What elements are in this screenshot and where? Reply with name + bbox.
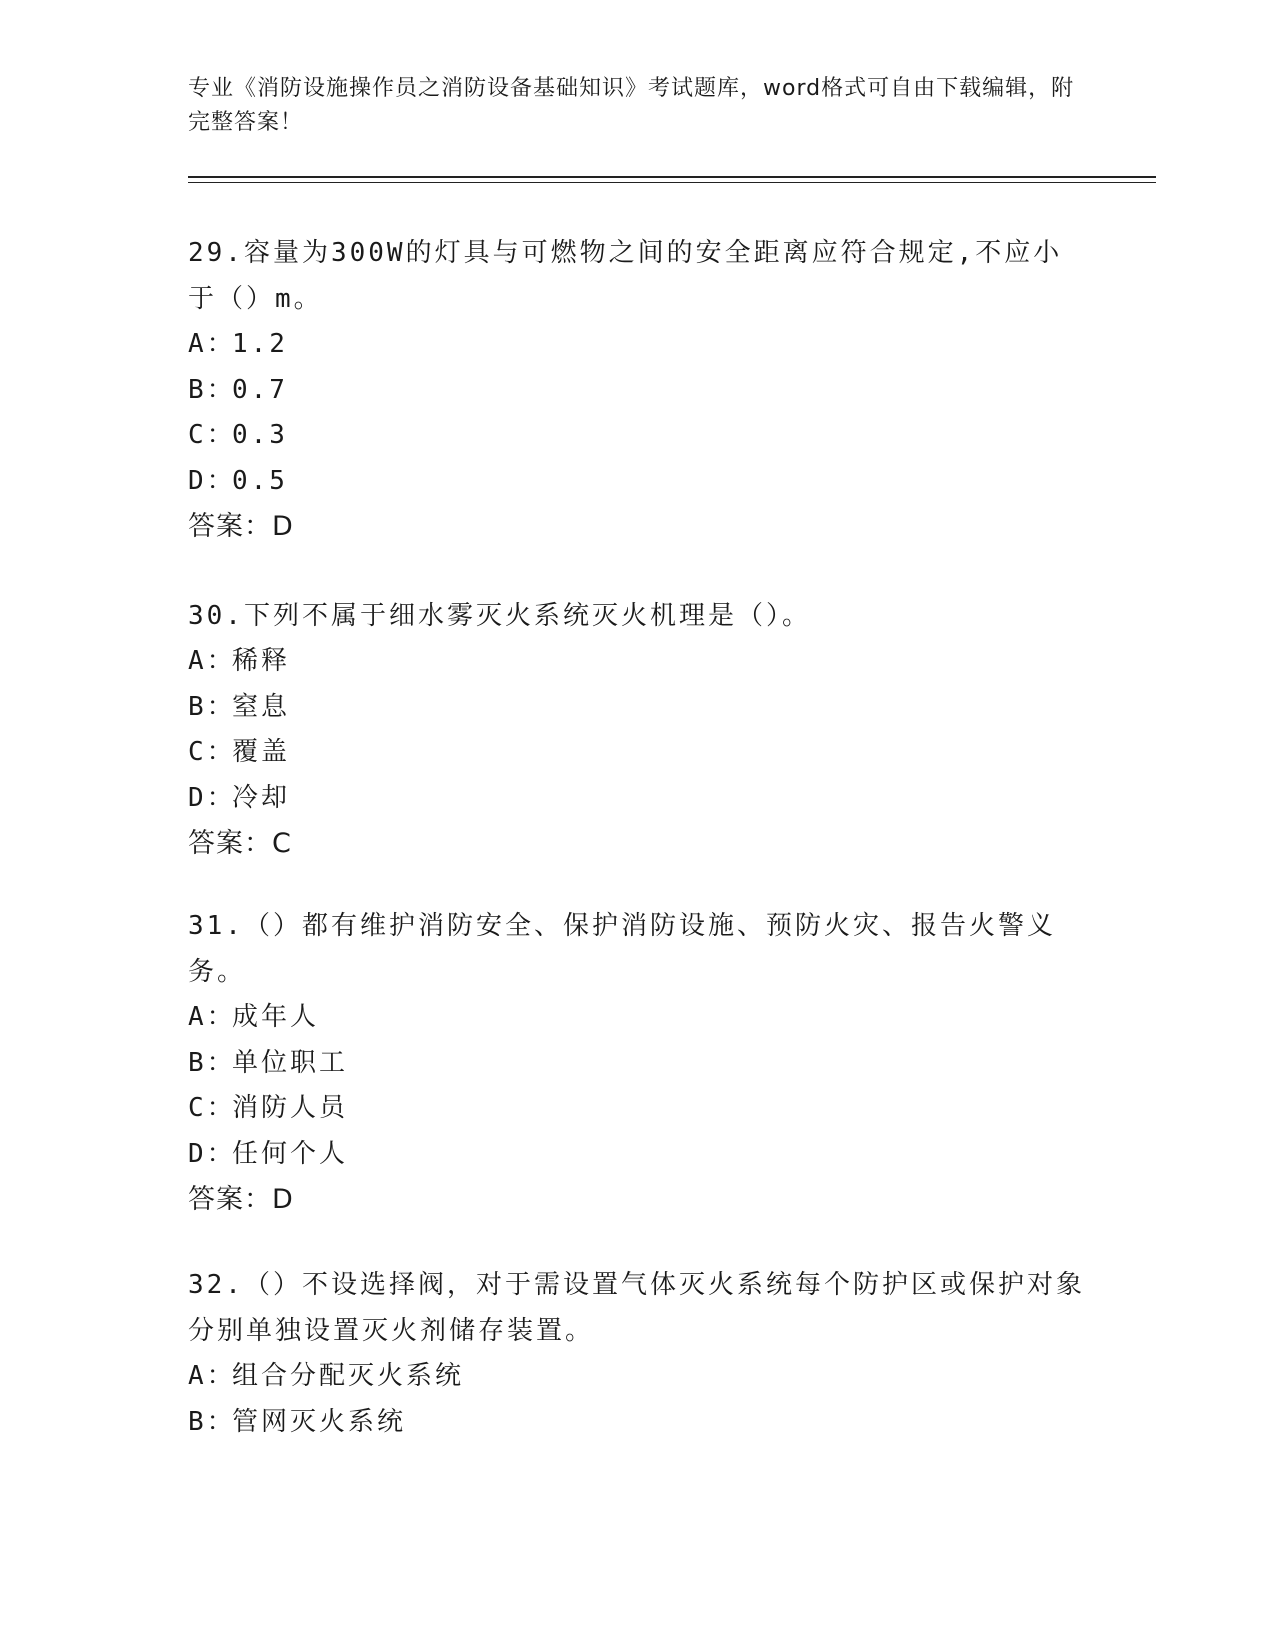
- answer-line: 答案：C: [188, 828, 292, 859]
- option-letter: D：: [188, 1138, 236, 1169]
- option-letter: B：: [188, 691, 236, 722]
- option-c: [188, 1086, 1088, 1132]
- option-c: [188, 413, 1088, 459]
- option-letter: A：: [188, 646, 236, 676]
- answer-line: 答案：D: [188, 511, 294, 542]
- option-text: 0.3: [232, 420, 288, 450]
- question-text: 31.（）都有维护消防安全、保护消防设施、预防火灾、报告火警义务。: [188, 911, 1056, 987]
- header-divider-bottom: [188, 182, 1156, 183]
- option-letter: C：: [188, 737, 236, 767]
- option-letter: B：: [188, 374, 236, 405]
- option-b: [188, 368, 1088, 414]
- option-text: 0.7: [232, 374, 288, 405]
- question-text: 32.（）不设选择阀，对于需设置气体灭火系统每个防护区或保护对象分别单独设置灭火剂储存装置。: [188, 1270, 1085, 1346]
- option-b: [188, 1041, 1088, 1087]
- option-b: [188, 1400, 1088, 1446]
- option-d: [188, 459, 1088, 505]
- answer-line: 答案：D: [188, 1184, 294, 1215]
- option-text: 任何个人: [232, 1138, 349, 1169]
- option-letter: B：: [188, 1406, 236, 1437]
- question-text: 29.容量为300W的灯具与可燃物之间的安全距离应符合规定,不应小于（）m。: [188, 238, 1063, 314]
- option-a: [188, 639, 1088, 685]
- option-text: 覆盖: [232, 737, 291, 767]
- option-text: 组合分配灭火系统: [232, 1361, 465, 1391]
- question-29: [188, 230, 1088, 550]
- option-a: [188, 322, 1088, 368]
- option-text: 1.2: [232, 329, 288, 359]
- option-text: 稀释: [232, 646, 291, 676]
- option-letter: D：: [188, 465, 236, 496]
- option-c: [188, 730, 1088, 776]
- option-letter: C：: [188, 1093, 236, 1123]
- option-d: [188, 776, 1088, 822]
- option-b: [188, 685, 1088, 731]
- option-text: 冷却: [232, 782, 291, 813]
- option-a: [188, 995, 1088, 1041]
- option-a: [188, 1354, 1088, 1400]
- option-letter: D：: [188, 782, 236, 813]
- option-letter: A：: [188, 1002, 236, 1032]
- question-30: [188, 593, 1088, 867]
- option-text: 成年人: [232, 1002, 320, 1032]
- header-divider-top: [188, 176, 1156, 178]
- option-text: 消防人员: [232, 1093, 349, 1123]
- option-letter: C：: [188, 420, 236, 450]
- option-letter: A：: [188, 329, 236, 359]
- question-32: [188, 1262, 1088, 1445]
- option-d: [188, 1132, 1088, 1178]
- option-text: 窒息: [232, 691, 291, 722]
- option-letter: A：: [188, 1361, 236, 1391]
- option-text: 管网灭火系统: [232, 1406, 407, 1437]
- document-header-note: 专业《消防设施操作员之消防设备基础知识》考试题库，word格式可自由下载编辑，附完整答案！: [188, 76, 1075, 135]
- question-31: [188, 903, 1088, 1223]
- option-text: 0.5: [232, 465, 288, 496]
- option-letter: B：: [188, 1047, 236, 1078]
- option-text: 单位职工: [232, 1047, 349, 1078]
- question-text: 30.下列不属于细水雾灭火系统灭火机理是（）。: [188, 601, 811, 631]
